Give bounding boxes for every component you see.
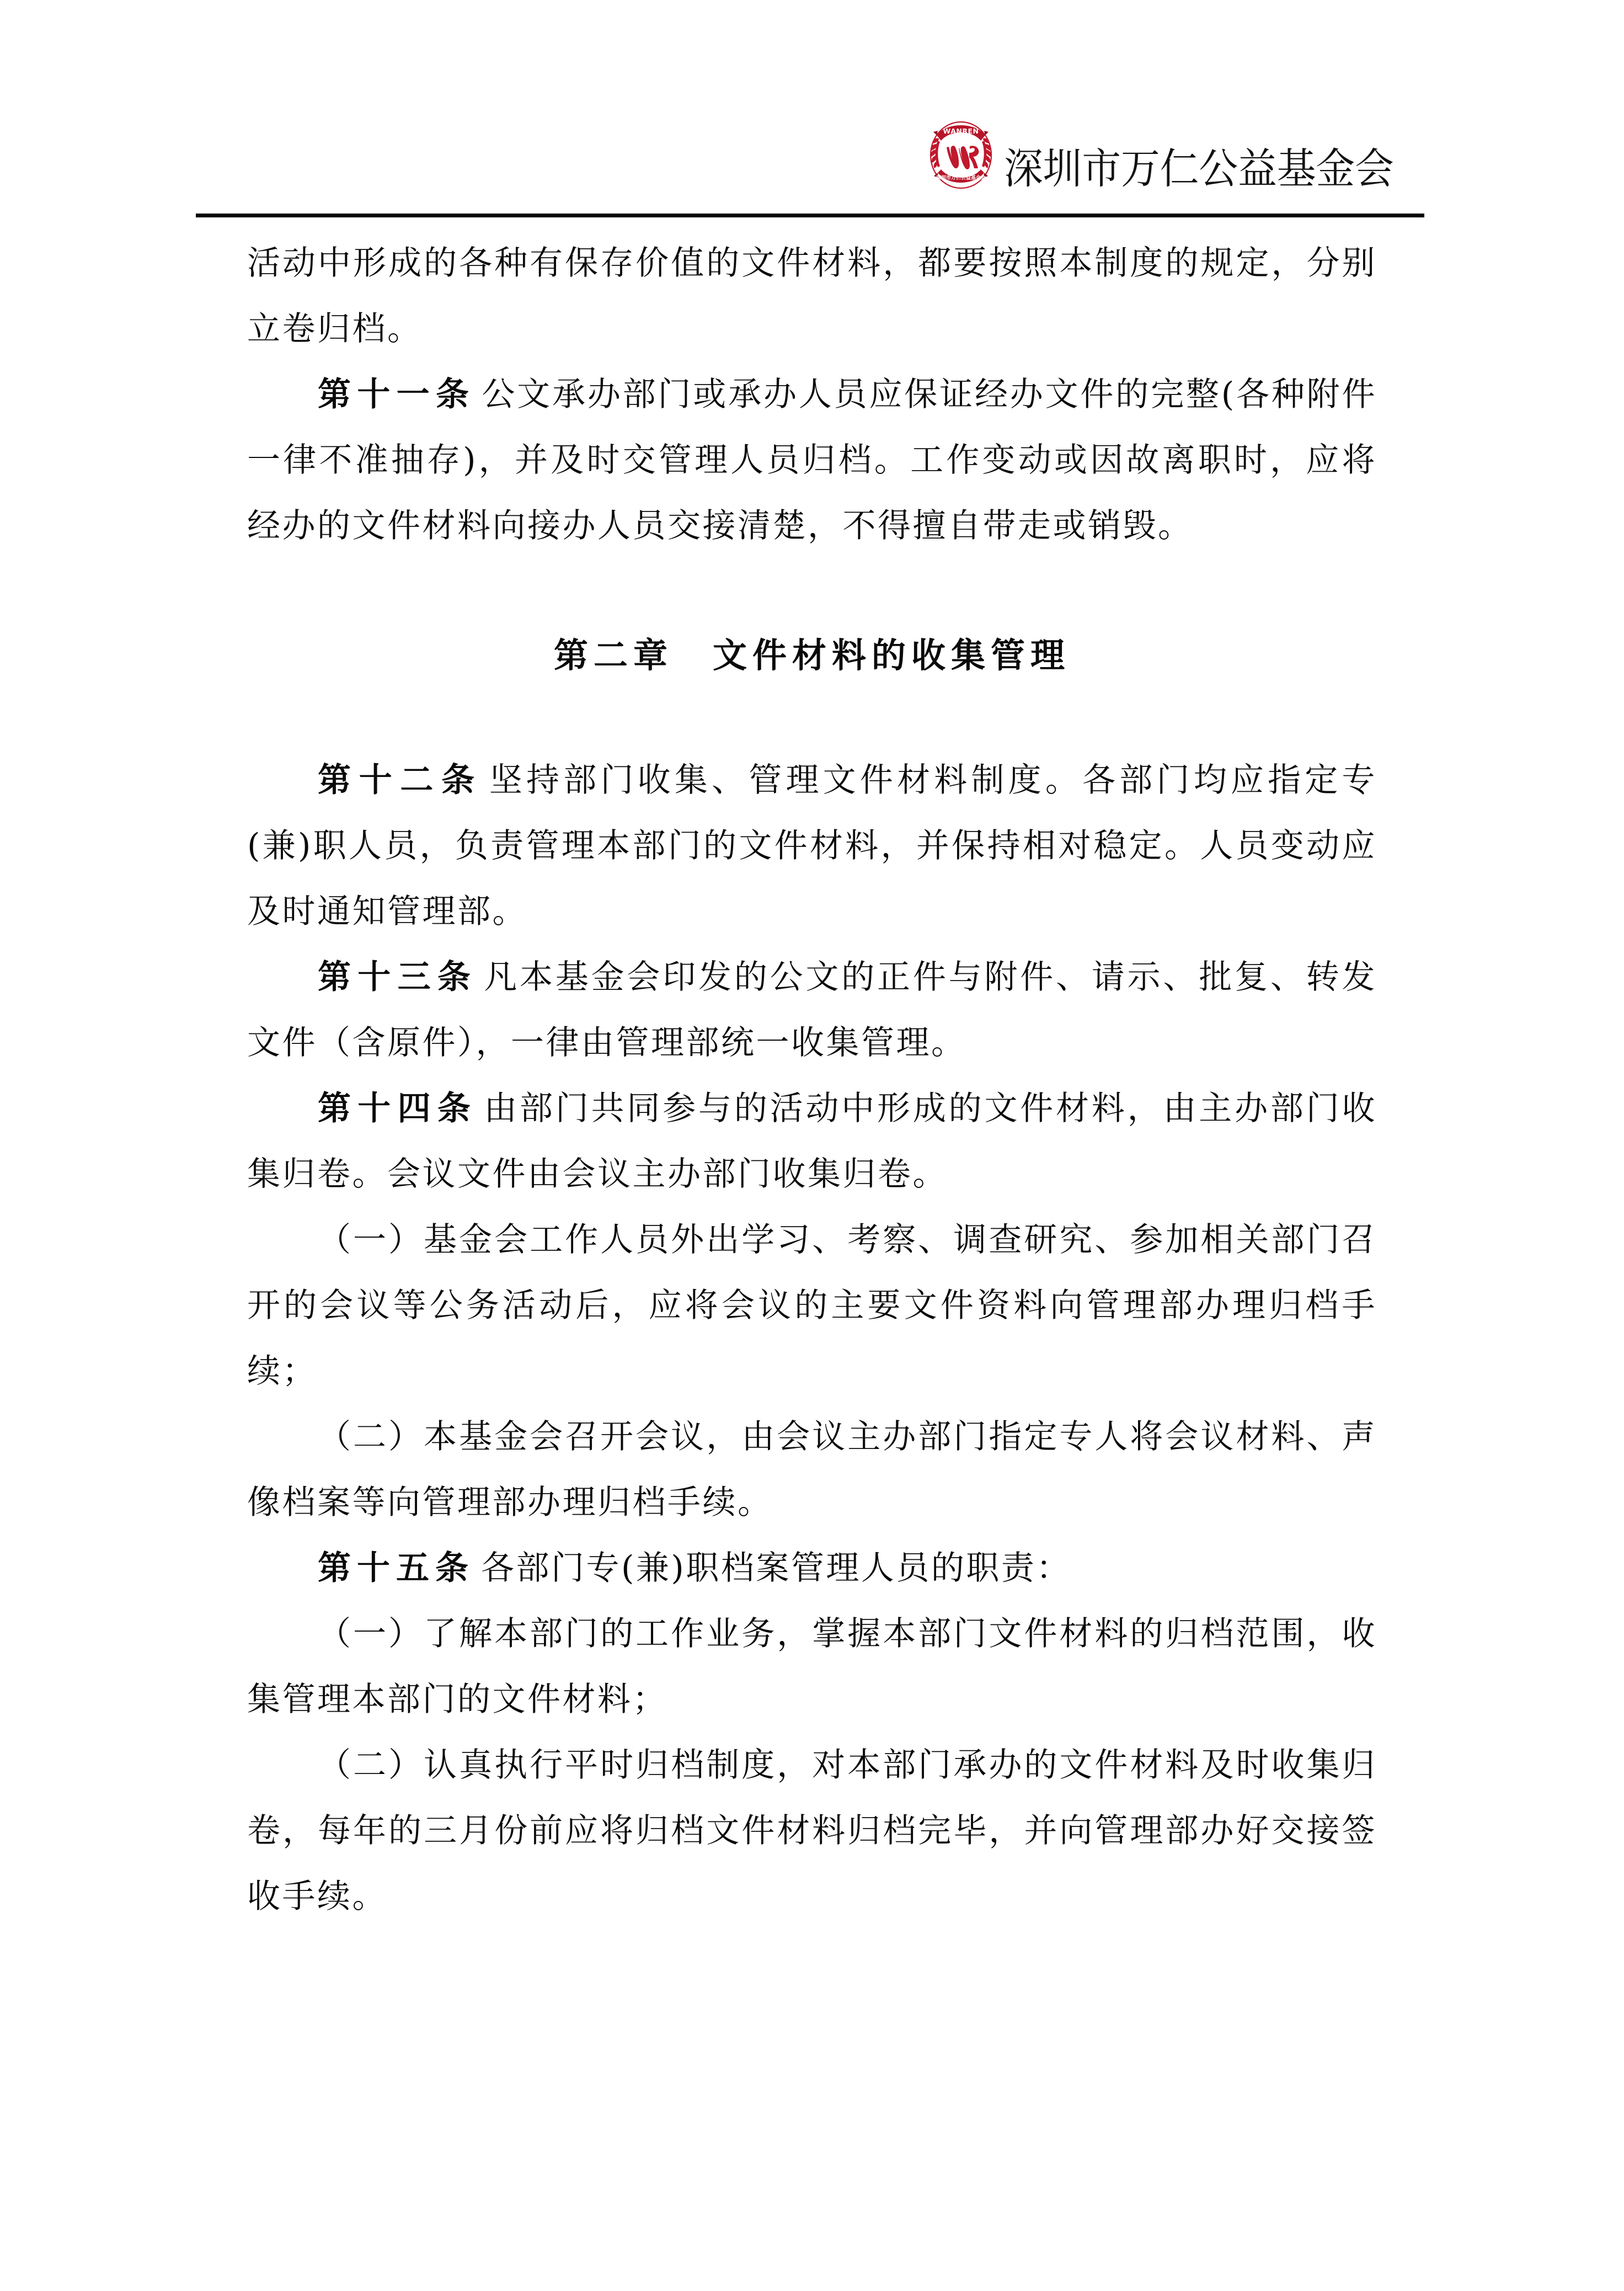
article-thirteen [247,945,1377,1076]
article-fifteen-item-two [247,1733,1377,1930]
article-eleven [247,362,1377,559]
article-fifteen-item-one [247,1601,1377,1733]
article-fifteen [247,1536,1377,1601]
article-label: 第十二条 [318,761,483,800]
header-brand [926,119,1423,191]
article-text: 各部门专(兼)职档案管理人员的职责： [481,1549,1071,1587]
article-label: 第十四条 [318,1089,478,1128]
article-text: 坚持部门收集、管理文件材料制度。各部门均应指定专(兼)职人员，负责管理本部门的文件材料，并保持相对稳定。人员变动应及时通知管理部。 [247,761,1377,931]
article-text: 凡本基金会印发的公文的正件与附件、请示、批复、转发文件（含原件），一律由管理部统一收集管理。 [247,958,1377,1062]
header-divider-rule [196,214,1424,217]
item-text: （一）基金会工作人员外出学习、考察、调查研究、参加相关部门召开的会议等公务活动后，应将会议的主要文件资料向管理部办理归档手续； [247,1221,1377,1390]
article-text: 公文承办部门或承办人员应保证经办文件的完整(各种附件一律不准抽存)，并及时交管理人员归档。工作变动或因故离职时，应将经办的文件材料向接办人员交接清楚，不得擅自带走或销毁。 [247,375,1377,545]
article-fourteen-item-one [247,1207,1377,1404]
paragraph-text: 活动中形成的各种有保存价值的文件材料，都要按照本制度的规定，分别立卷归档。 [247,244,1377,348]
foundation-logo-icon [926,119,996,191]
item-text: （二）本基金会召开会议，由会议主办部门指定专人将会议材料、声像档案等向管理部办理归档手续。 [247,1418,1377,1522]
svg-text:WANREN: WANREN [943,127,979,135]
spacer-before-heading [247,559,1377,625]
item-text: （一）了解本部门的工作业务，掌握本部门文件材料的归档范围，收集管理本部门的文件材料； [247,1615,1377,1719]
article-twelve [247,748,1377,945]
article-label: 第十五条 [318,1549,474,1587]
paragraph-continuation [247,231,1377,362]
article-label: 第十一条 [318,375,476,414]
article-fourteen-item-two [247,1404,1377,1536]
item-text: （二）认真执行平时归档制度，对本部门承办的文件材料及时收集归卷，每年的三月份前应将归档文件材料归档完毕，并向管理部办好交接签收手续。 [247,1746,1377,1916]
organization-name: 深圳市万仁公益基金会 [1004,144,1394,193]
svg-text:深圳市万仁公益基金会: 深圳市万仁公益基金会 [936,175,986,181]
document-header [196,124,1423,212]
document-body [247,231,1377,1930]
article-label: 第十三条 [318,958,478,997]
article-fourteen [247,1076,1377,1207]
article-text: 由部门共同参与的活动中形成的文件材料，由主办部门收集归卷。会议文件由会议主办部门收集归卷。 [247,1089,1377,1194]
chapter-heading-two: 第二章 文件材料的收集管理 [553,635,1070,675]
spacer-after-heading [247,686,1377,748]
